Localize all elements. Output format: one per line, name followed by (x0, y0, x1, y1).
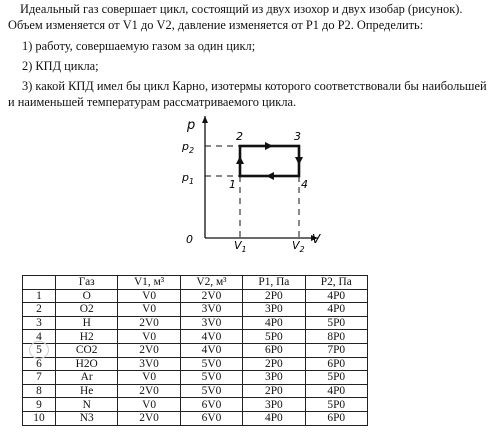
cell-gas: O (56, 289, 118, 303)
cell-v1: V0 (118, 398, 180, 412)
cell-v2: 4V0 (180, 343, 242, 357)
cell-p1: 6P0 (243, 343, 305, 357)
header-p2: P2, Па (305, 276, 367, 290)
cell-number: 3 (23, 316, 56, 330)
point-4-label: 4 (301, 178, 308, 191)
cell-p2: 4P0 (305, 384, 367, 398)
cell-gas: H2O (56, 357, 118, 371)
table-row (23, 303, 368, 317)
cell-number (23, 343, 56, 357)
table-row (23, 371, 368, 385)
cell-p1: 3P0 (243, 371, 305, 385)
table-row (23, 384, 368, 398)
question-carnot: 3) какой КПД имел бы цикл Карно, изотермы которого соответствовали бы наибольшей и наименьшей температурам рассматриваемого цикла. (8, 79, 487, 109)
cell-p2: 5P0 (305, 371, 367, 385)
table-row (23, 330, 368, 344)
cell-v2: 6V0 (180, 411, 242, 425)
question-work: 1) работу, совершаемую газом за один цикл; (22, 39, 256, 53)
cell-p1: 2P0 (243, 357, 305, 371)
table-row (23, 343, 368, 357)
cell-v2: 2V0 (180, 289, 242, 303)
cell-gas: N3 (56, 411, 118, 425)
cell-p2: 4P0 (305, 303, 367, 317)
cell-v2: 5V0 (180, 371, 242, 385)
cell-p2: 5P0 (305, 398, 367, 412)
header-p1: P1, Па (243, 276, 305, 290)
cell-p1: 2P0 (243, 384, 305, 398)
cell-number: 4 (23, 330, 56, 344)
axis-v-label: V (312, 232, 321, 246)
question-efficiency: 2) КПД цикла; (22, 59, 99, 73)
cell-v2: 5V0 (180, 384, 242, 398)
cell-p1: 2P0 (243, 289, 305, 303)
cell-p1: 3P0 (243, 398, 305, 412)
axis-p-label: p (187, 118, 196, 133)
cell-gas: He (56, 384, 118, 398)
table-body (23, 289, 368, 425)
origin-label: 0 (186, 233, 193, 246)
cycle-path (240, 146, 299, 176)
table-row (23, 316, 368, 330)
cell-p2: 8P0 (305, 330, 367, 344)
arrow-2-3 (265, 142, 273, 150)
cell-p1: 5P0 (243, 330, 305, 344)
cell-gas: CO2 (56, 343, 118, 357)
point-3-label: 3 (294, 130, 301, 143)
point-1-label: 1 (229, 178, 236, 191)
cell-v1: V0 (118, 371, 180, 385)
cell-number: 6 (23, 357, 56, 371)
variants-table (22, 275, 368, 426)
table-row (23, 411, 368, 425)
cell-p1: 4P0 (243, 316, 305, 330)
cell-v2: 6V0 (180, 398, 242, 412)
cell-v2: 3V0 (180, 303, 242, 317)
v2-label: $V_2$ (292, 239, 305, 254)
arrow-4-1 (266, 172, 274, 180)
header-v1: V1, м³ (118, 276, 180, 290)
header-v2: V2, м³ (180, 276, 242, 290)
p2-label: $p_2$ (182, 140, 195, 155)
cell-number: 10 (23, 411, 56, 425)
cell-p2: 6P0 (305, 357, 367, 371)
cell-p2: 6P0 (305, 411, 367, 425)
cell-v1: 2V0 (118, 411, 180, 425)
cell-number: 9 (23, 398, 56, 412)
cell-v1: 2V0 (118, 343, 180, 357)
table-row (23, 289, 368, 303)
circled-row-number: 5 (36, 344, 42, 357)
cell-p1: 3P0 (243, 303, 305, 317)
cell-p2: 7P0 (305, 343, 367, 357)
v1-label: $V_1$ (234, 239, 247, 254)
arrow-3-4 (295, 157, 303, 165)
cell-v1: V0 (118, 303, 180, 317)
cell-gas: O2 (56, 303, 118, 317)
cell-v2: 3V0 (180, 316, 242, 330)
cell-v1: 3V0 (118, 357, 180, 371)
cell-v1: 2V0 (118, 316, 180, 330)
header-number (23, 276, 56, 290)
cell-v1: V0 (118, 330, 180, 344)
cell-number: 7 (23, 371, 56, 385)
cell-gas: H (56, 316, 118, 330)
cell-number: 1 (23, 289, 56, 303)
cell-v2: 5V0 (180, 357, 242, 371)
header-gas: Газ (56, 276, 118, 290)
table-row (23, 357, 368, 371)
cell-v1: 2V0 (118, 384, 180, 398)
cell-gas: Ar (56, 371, 118, 385)
pv-diagram (168, 112, 338, 255)
cell-number: 8 (23, 384, 56, 398)
table-header-row (23, 276, 368, 290)
cell-v2: 4V0 (180, 330, 242, 344)
point-2-label: 2 (236, 130, 243, 143)
cell-p2: 4P0 (305, 289, 367, 303)
problem-intro: Идеальный газ совершает цикл, состоящий из двух изохор и двух изобар (рисунок). Объем изменяется от V1 до V2, давление изменяется от P1 до P2. Определить: (8, 2, 463, 32)
cell-p2: 5P0 (305, 316, 367, 330)
cell-number: 2 (23, 303, 56, 317)
p1-label: $p_1$ (182, 171, 195, 186)
cell-gas: N (56, 398, 118, 412)
cell-gas: H2 (56, 330, 118, 344)
arrow-1-2 (236, 156, 244, 164)
cell-p1: 4P0 (243, 411, 305, 425)
table-row (23, 398, 368, 412)
cell-v1: V0 (118, 289, 180, 303)
